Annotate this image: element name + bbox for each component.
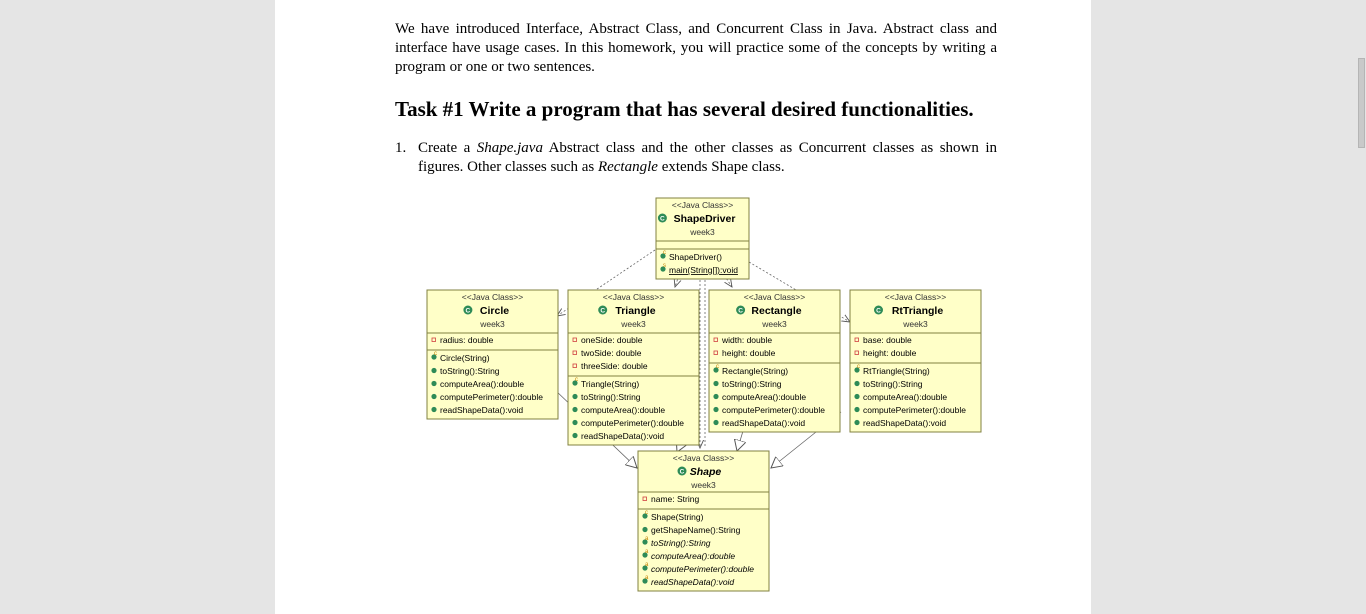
gen-rectangle-shape bbox=[737, 431, 743, 451]
method-icon bbox=[642, 527, 647, 532]
method-icon bbox=[854, 407, 859, 412]
class-icon-glyph: C bbox=[600, 307, 606, 315]
class-name: Rectangle bbox=[751, 305, 802, 317]
class-field: height: double bbox=[722, 348, 776, 358]
uml-class-circle bbox=[427, 290, 558, 419]
class-method: getShapeName():String bbox=[651, 525, 741, 535]
class-method: computeArea():double bbox=[863, 392, 948, 402]
method-icon bbox=[572, 407, 577, 412]
vertical-scrollbar[interactable] bbox=[1358, 58, 1365, 148]
method-icon bbox=[431, 407, 436, 412]
method-icon bbox=[713, 407, 718, 412]
class-method: Triangle(String) bbox=[581, 379, 640, 389]
modifier-mark: s bbox=[663, 263, 666, 269]
class-boxes bbox=[427, 198, 981, 591]
modifier-mark: a bbox=[645, 562, 649, 568]
modifier-mark: a bbox=[645, 536, 649, 542]
class-method: computePerimeter():double bbox=[863, 405, 966, 415]
uml-class-diagram bbox=[275, 0, 1091, 614]
class-method: Shape(String) bbox=[651, 512, 704, 522]
class-method: Rectangle(String) bbox=[722, 366, 789, 376]
class-method: readShapeData():void bbox=[440, 405, 524, 415]
class-method: ShapeDriver() bbox=[669, 252, 722, 262]
stereotype-label: <<Java Class>> bbox=[602, 292, 665, 302]
method-icon bbox=[572, 394, 577, 399]
class-field: twoSide: double bbox=[581, 348, 642, 358]
list-number: 1. bbox=[395, 140, 407, 156]
class-name: Circle bbox=[479, 305, 510, 317]
package-label: week3 bbox=[690, 227, 715, 237]
class-method: computeArea():double bbox=[651, 551, 736, 561]
uml-class-rttriangle bbox=[850, 290, 981, 432]
modifier-mark: c bbox=[857, 364, 860, 370]
class-field: height: double bbox=[863, 348, 917, 358]
class-field: name: String bbox=[651, 494, 700, 504]
class-method: computePerimeter():double bbox=[440, 392, 543, 402]
item-text-rectangle: Rectangle bbox=[597, 159, 658, 175]
item-text-part: Create a bbox=[418, 140, 477, 156]
method-icon bbox=[713, 420, 718, 425]
document-page bbox=[275, 0, 1091, 614]
method-icon bbox=[431, 368, 436, 373]
modifier-mark: c bbox=[645, 510, 648, 516]
modifier-mark: c bbox=[434, 351, 437, 357]
item-text-part: extends Shape class. bbox=[657, 159, 785, 175]
stereotype-label: <<Java Class>> bbox=[743, 292, 806, 302]
uml-class-shapedriver bbox=[656, 198, 749, 279]
method-icon bbox=[572, 420, 577, 425]
class-method: toString():String bbox=[651, 538, 711, 548]
class-field: oneSide: double bbox=[581, 335, 643, 345]
class-icon-glyph: C bbox=[876, 307, 881, 315]
package-label: week3 bbox=[691, 480, 716, 490]
method-icon bbox=[713, 394, 718, 399]
class-method: computePerimeter():double bbox=[651, 564, 754, 574]
stereotype-label: <<Java Class>> bbox=[461, 292, 524, 302]
class-icon-glyph: C bbox=[660, 215, 665, 223]
class-method: Circle(String) bbox=[440, 353, 490, 363]
method-icon bbox=[854, 394, 859, 399]
class-method: toString():String bbox=[440, 366, 500, 376]
class-method: toString():String bbox=[863, 379, 923, 389]
method-icon bbox=[854, 381, 859, 386]
class-field: threeSide: double bbox=[581, 361, 648, 371]
class-method: computeArea():double bbox=[722, 392, 807, 402]
modifier-mark: c bbox=[575, 377, 578, 383]
class-method: main(String[]):void bbox=[669, 265, 738, 275]
method-icon bbox=[431, 394, 436, 399]
class-name: Triangle bbox=[615, 305, 656, 317]
class-method: readShapeData():void bbox=[863, 418, 947, 428]
method-icon bbox=[572, 433, 577, 438]
method-icon bbox=[854, 420, 859, 425]
class-field: radius: double bbox=[440, 335, 494, 345]
class-method: readShapeData():void bbox=[651, 577, 735, 587]
class-method: readShapeData():void bbox=[722, 418, 806, 428]
method-icon bbox=[431, 381, 436, 386]
method-icon bbox=[713, 381, 718, 386]
class-icon-glyph: C bbox=[738, 307, 743, 315]
class-method: readShapeData():void bbox=[581, 431, 665, 441]
package-label: week3 bbox=[903, 319, 928, 329]
class-method: computePerimeter():double bbox=[722, 405, 825, 415]
uml-class-shape bbox=[638, 451, 769, 591]
class-icon-glyph: C bbox=[465, 307, 471, 315]
class-method: toString():String bbox=[722, 379, 782, 389]
class-method: computeArea():double bbox=[581, 405, 666, 415]
intro-paragraph: We have introduced Interface, Abstract Class, and Concurrent Class in Java. Abstract class and interface have usage cases. In this homework, you will practice some of the concepts by writing a program or one or two sentences. bbox=[395, 21, 997, 75]
class-method: toString():String bbox=[581, 392, 641, 402]
package-label: week3 bbox=[480, 319, 505, 329]
item-text-part: Abstract class and the other classes as Concurrent classes as shown in figures. Other classes such as bbox=[418, 140, 997, 175]
modifier-mark: a bbox=[645, 575, 649, 581]
class-field: width: double bbox=[722, 335, 773, 345]
uml-class-triangle bbox=[568, 290, 699, 445]
item-text-shape-java: Shape.java bbox=[476, 140, 543, 156]
class-name: RtTriangle bbox=[891, 305, 944, 317]
modifier-mark: a bbox=[645, 549, 649, 555]
class-method: RtTriangle(String) bbox=[863, 366, 930, 376]
class-name: Shape bbox=[689, 466, 722, 478]
package-label: week3 bbox=[621, 319, 646, 329]
package-label: week3 bbox=[762, 319, 787, 329]
modifier-mark: c bbox=[716, 364, 719, 370]
class-method: computePerimeter():double bbox=[581, 418, 684, 428]
stereotype-label: <<Java Class>> bbox=[672, 453, 735, 463]
task-heading: Task #1 Write a program that has several desired functionalities. bbox=[395, 97, 974, 121]
modifier-mark: c bbox=[663, 250, 666, 256]
class-icon-glyph: C bbox=[679, 468, 685, 476]
class-method: computeArea():double bbox=[440, 379, 525, 389]
stereotype-label: <<Java Class>> bbox=[884, 292, 947, 302]
class-name: ShapeDriver bbox=[673, 213, 736, 225]
stereotype-label: <<Java Class>> bbox=[671, 200, 734, 210]
class-field: base: double bbox=[863, 335, 912, 345]
uml-class-rectangle bbox=[709, 290, 840, 432]
